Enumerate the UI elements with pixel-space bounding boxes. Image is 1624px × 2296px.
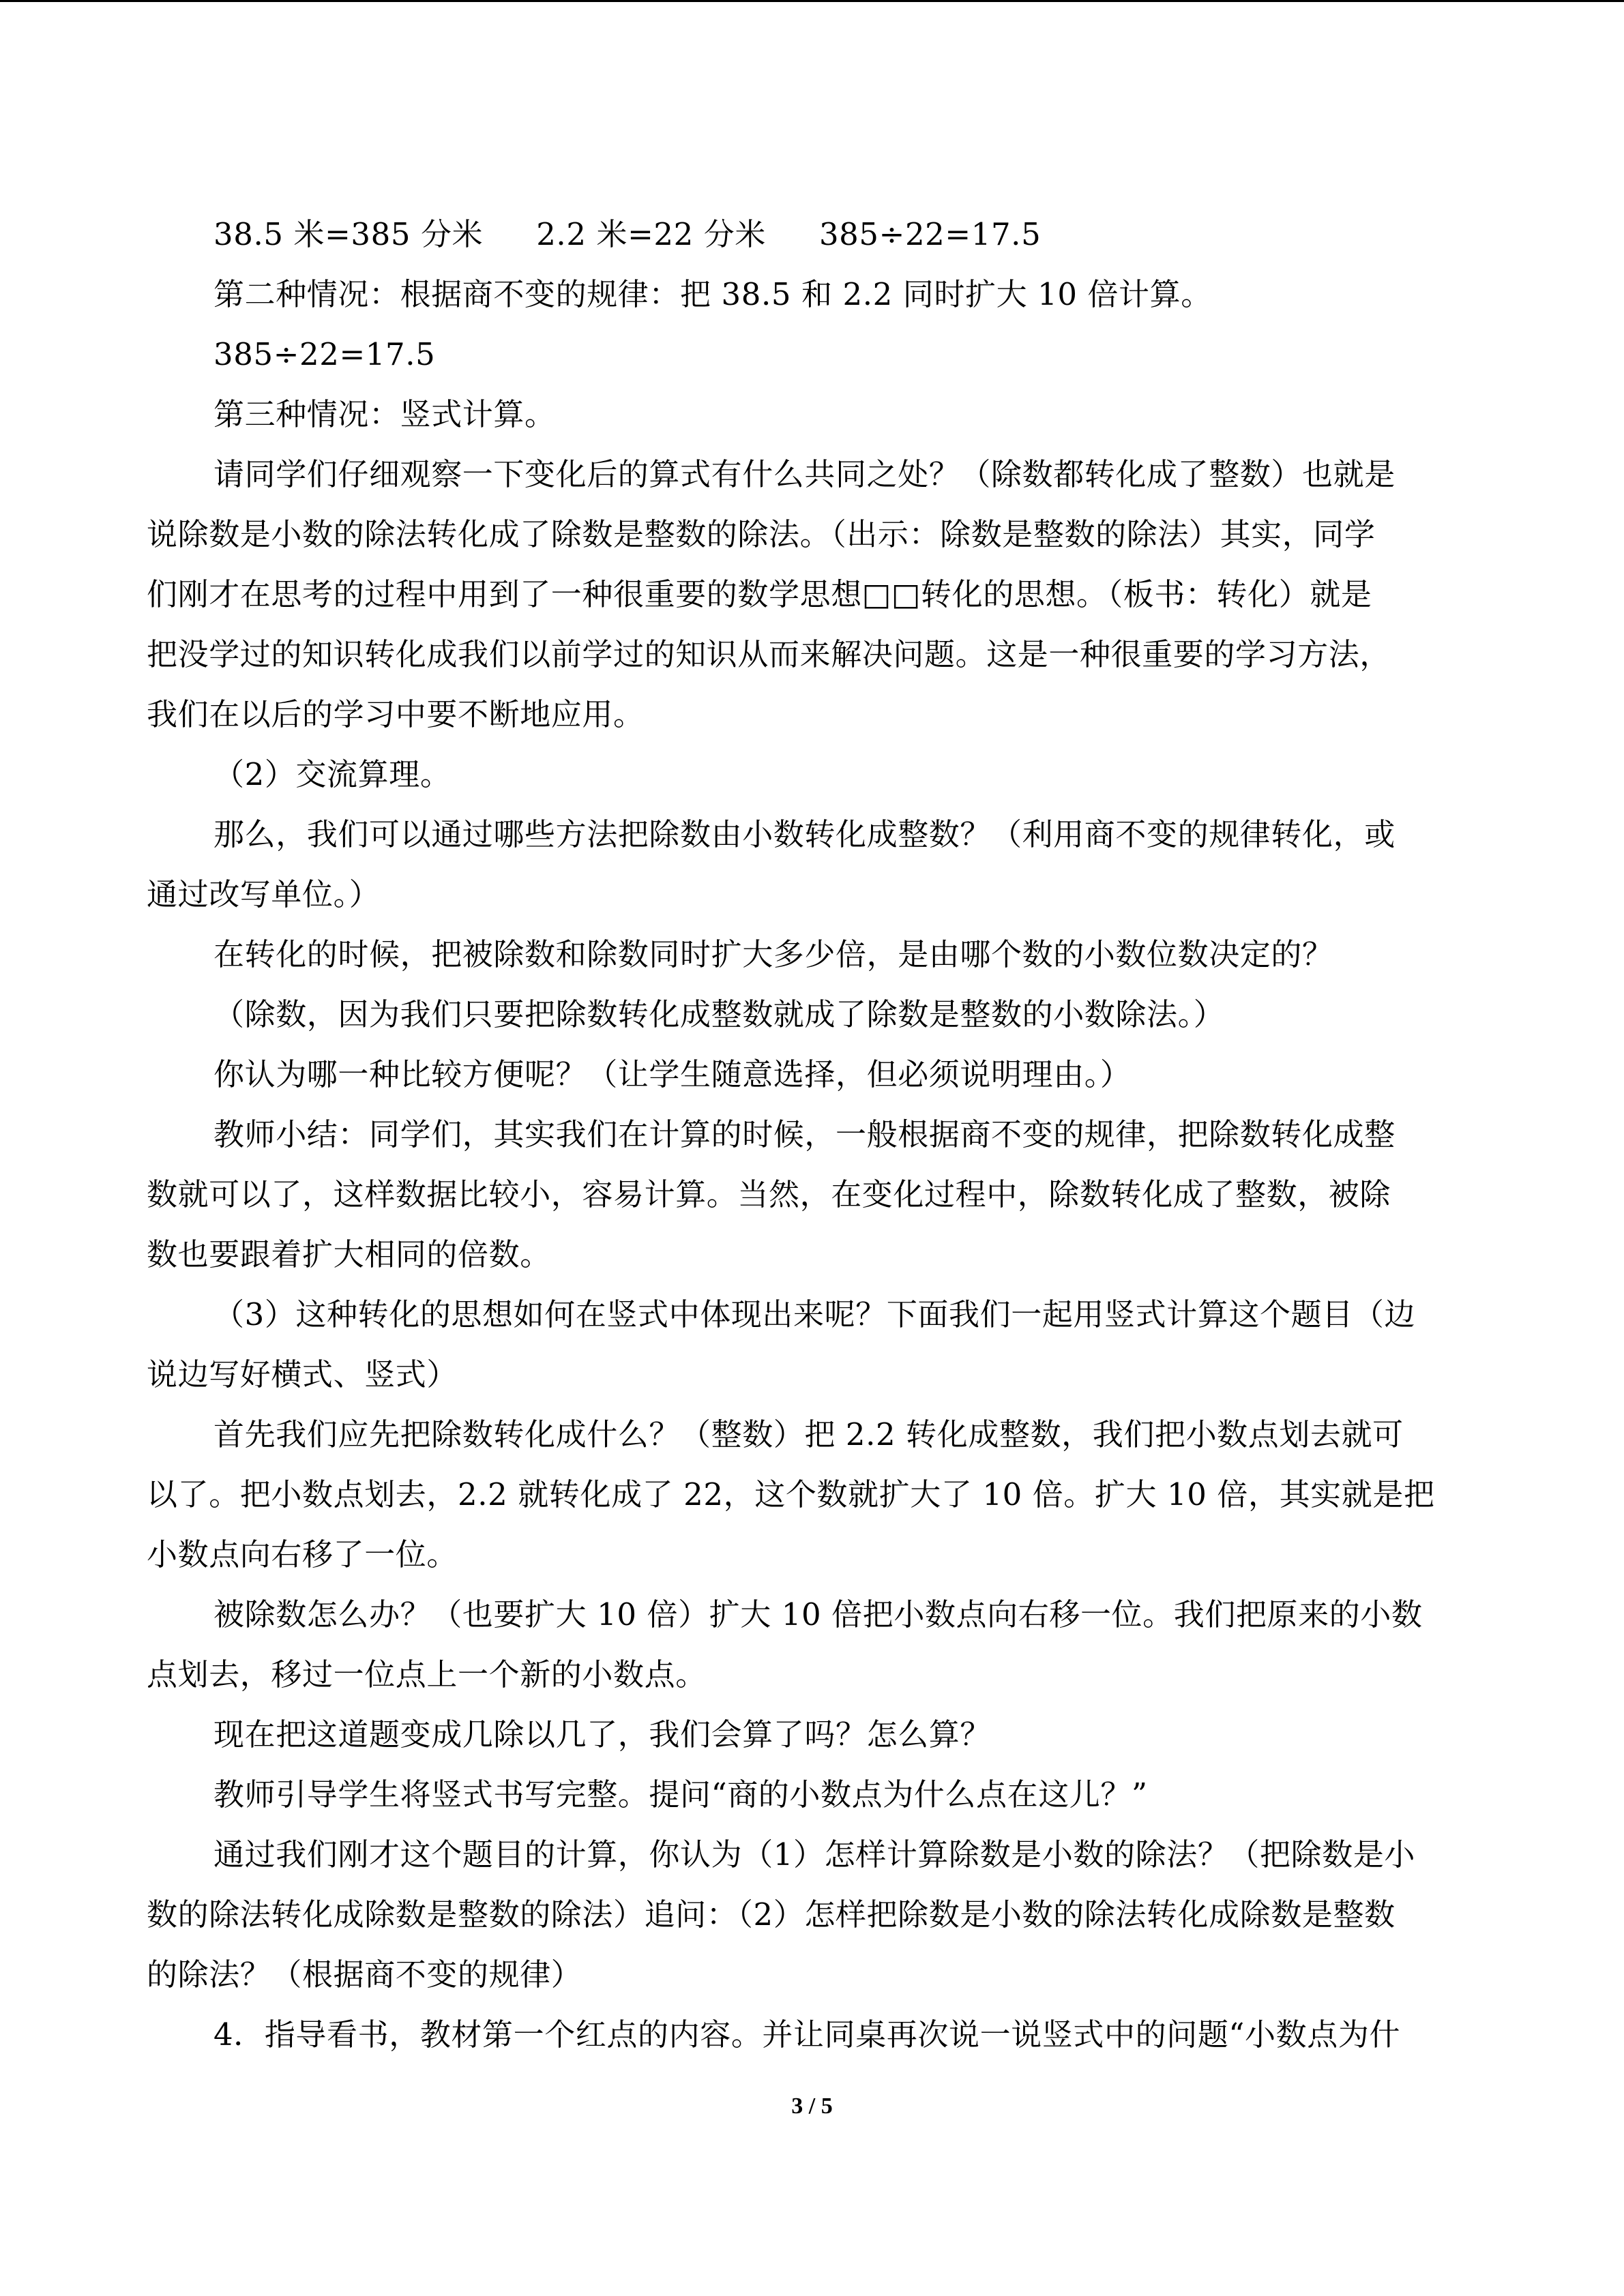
paragraph-line: 通过改写单位。）: [147, 876, 381, 912]
paragraph-line: 我们在以后的学习中要不断地应用。: [147, 696, 645, 732]
paragraph-line: 你认为哪一种比较方便呢？（让学生随意选择，但必须说明理由。）: [213, 1056, 1132, 1092]
paragraph-line: 那么，我们可以通过哪些方法把除数由小数转化成整数？（利用商不变的规律转化，或: [213, 816, 1396, 852]
paragraph-line: 点划去，移过一位点上一个新的小数点。: [147, 1656, 707, 1693]
paragraph-line: 的除法？（根据商不变的规律）: [147, 1956, 582, 1993]
paragraph-line: 们刚才在思考的过程中用到了一种很重要的数学思想□□转化的思想。（板书：转化）就是: [147, 576, 1372, 612]
section-heading: （3）这种转化的思想如何在竖式中体现出来呢？下面我们一起用竖式计算这个题目（边: [213, 1296, 1416, 1332]
paragraph-line: 数也要跟着扩大相同的倍数。: [147, 1236, 551, 1272]
paragraph-line: 现在把这道题变成几除以几了，我们会算了吗？怎么算？: [213, 1716, 992, 1753]
paragraph-line: （除数，因为我们只要把除数转化成整数就成了除数是整数的小数除法。）: [213, 996, 1225, 1032]
paragraph-line: 把没学过的知识转化成我们以前学过的知识从而来解决问题。这是一种很重要的学习方法，: [147, 636, 1391, 672]
paragraph-line: 通过我们刚才这个题目的计算，你认为（1）怎样计算除数是小数的除法？（把除数是小: [213, 1836, 1416, 1873]
paragraph-line: 教师引导学生将竖式书写完整。提问“商的小数点为什么点在这儿？”: [213, 1776, 1148, 1813]
paragraph-line: 被除数怎么办？（也要扩大 10 倍）扩大 10 倍把小数点向右移一位。我们把原来的小数: [213, 1596, 1423, 1632]
formula-line: [147, 213, 1544, 256]
paragraph-line: 4．指导看书，教材第一个红点的内容。并让同桌再次说一说竖式中的问题“小数点为什: [213, 2016, 1401, 2053]
paragraph-line: 385÷22=17.5: [213, 336, 436, 372]
paragraph-line: 首先我们应先把除数转化成什么？（整数）把 2.2 转化成整数，我们把小数点划去就可: [213, 1416, 1404, 1452]
paragraph-line: 以了。把小数点划去，2.2 就转化成了 22，这个数就扩大了 10 倍。扩大 10 倍，其实就是把: [147, 1476, 1435, 1512]
formula-meter-22: 2.2 米=22 分米: [536, 216, 766, 252]
paragraph-line: 说边写好横式、竖式）: [147, 1356, 458, 1392]
formula-meter-385: 38.5 米=385 分米: [213, 216, 484, 252]
page-number: 3 / 5: [791, 2093, 833, 2119]
paragraph-line: 小数点向右移了一位。: [147, 1536, 458, 1572]
paragraph-line: 在转化的时候，把被除数和除数同时扩大多少倍，是由哪个数的小数位数决定的？: [213, 936, 1333, 972]
paragraph-line: 数的除法转化成除数是整数的除法）追问：（2）怎样把除数是小数的除法转化成除数是整数: [147, 1896, 1396, 1933]
paragraph-line: 第二种情况：根据商不变的规律：把 38.5 和 2.2 同时扩大 10 倍计算。: [213, 276, 1212, 312]
paragraph-line: 数就可以了，这样数据比较小，容易计算。当然，在变化过程中，除数转化成了整数，被除: [147, 1176, 1391, 1212]
paragraph-line: 请同学们仔细观察一下变化后的算式有什么共同之处？（除数都转化成了整数）也就是: [213, 456, 1396, 492]
paragraph-line: 教师小结：同学们，其实我们在计算的时候，一般根据商不变的规律，把除数转化成整: [213, 1116, 1396, 1152]
top-border-rule: [0, 0, 1624, 2]
section-heading: （2）交流算理。: [213, 756, 452, 792]
formula-division: 385÷22=17.5: [818, 216, 1042, 252]
paragraph-line: 说除数是小数的除法转化成了除数是整数的除法。（出示：除数是整数的除法）其实，同学: [147, 516, 1376, 552]
paragraph-line: 第三种情况：竖式计算。: [213, 396, 556, 432]
